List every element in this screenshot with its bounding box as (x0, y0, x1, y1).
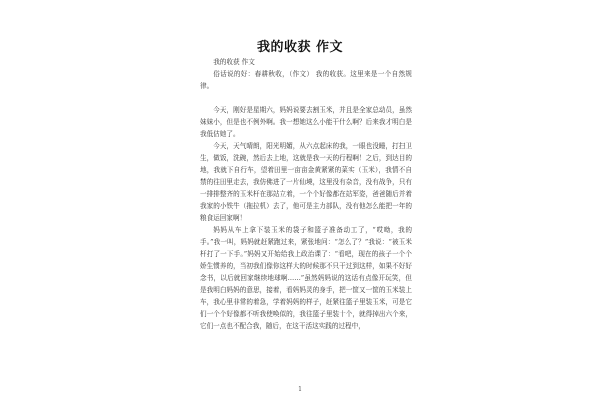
document-body (200, 56, 412, 332)
document-title: 我的收获 作文 (256, 40, 344, 55)
paragraph: 俗话说的好：春耕秋收，（作文） 我的收获。这里来是一个自然规律。 (200, 70, 412, 90)
paragraph: 今天，刚好是星期六，妈妈说要去割玉米，并且是全家总动员，虽然妹妹小，但是也不例外啊。我一想她这么小能干什么啊？后来我才明白是我低估她了。 (200, 106, 412, 138)
paragraph: 妈妈从车上拿下装玉米的袋子和篮子准备动工了，“哎呦，我的手。”我一叫，妈妈就赶紧跑过来，紧张地问：“怎么了？”我说：“被玉米杆打了一下手。”妈妈又开始给我上政治课了：“看吧，现在的孩子一个个娇生惯养的，当初我们像你这样大的时候那不只干过到这样，如果不好好念书，以后就回家继续地球啊……”虽然妈妈说的这话有点像开玩笑，但是我明白妈妈的意思，接着，看妈妈灵的身手，把一筐又一筐的玉米装上车，我心里非常的着急，学着妈妈的样子，赶紧往篮子里装玉米，可是它们一个个好像都不听我使唤似的，我往篮子里装十个，就得掉出六个来，它们一点也不配合我，随后，在这干活这实践的过程中， (200, 226, 412, 330)
page-number: 1 (298, 386, 302, 393)
paragraph: 我的收获 作文 (213, 58, 255, 66)
paragraph: 今天，天气晴朗，阳光明媚，从六点起床的我，一眼也没睡，打扫卫生，做饭，洗碗，然后去上地，这就是我一天的行程啊！之后，到达目的地，我就下自行车，望着田里一亩亩金黄紧紧的菜实（玉米），我情不自禁的往田里走去，我仿佛进了一片仙境，这里没有杂音，没有战争，只有一排排整齐的玉米杆在那站立着，一个个好像都在站军姿，爸爸随后并着我家的小铁牛（拖拉机）去了，他可是主力部队，没有他怎么能把一年的粮食运回家啊！ (200, 142, 412, 222)
